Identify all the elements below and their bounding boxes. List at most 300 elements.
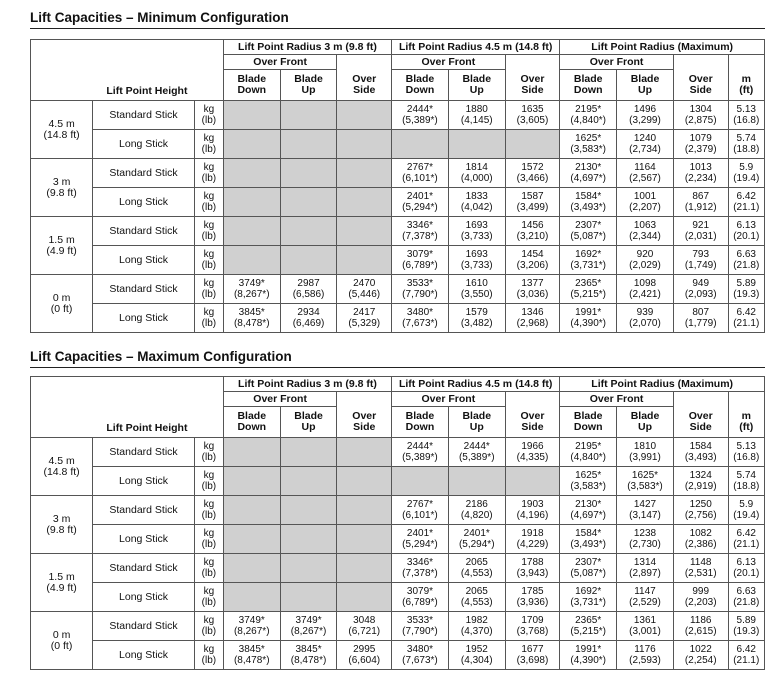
value-line-2: (3,605) [516, 115, 549, 126]
capacity-table [30, 39, 765, 333]
value-line-2: (lb) [201, 231, 217, 242]
blade-up-value [617, 438, 674, 467]
value-line-1: 1082 [689, 528, 712, 539]
value-line-1: 2365* [575, 615, 602, 626]
blade-up-value [448, 525, 505, 554]
blade-up-value [617, 275, 674, 304]
empty-shaded-cell [337, 101, 392, 130]
over-side-header-spacer [505, 392, 560, 407]
value-line-1: 1427 [633, 499, 657, 510]
unit-cell [194, 130, 223, 159]
over-side-value [505, 101, 560, 130]
lift-point-height-cell [31, 554, 93, 612]
blade-up-header [617, 407, 674, 438]
over-side-value [673, 101, 728, 130]
value-line-1: 1496 [633, 104, 657, 115]
header-blank [31, 377, 224, 438]
stick-config-cell: Long Stick [93, 525, 195, 554]
value-line-1: kg [203, 441, 215, 452]
blade-up-value [448, 304, 505, 333]
table-row [31, 159, 765, 188]
unit-cell [194, 101, 223, 130]
value-line-1: 2995 [353, 644, 376, 655]
value-line-2: (lb) [201, 144, 217, 155]
value-line-1: 2444* [406, 104, 434, 115]
stick-config-cell: Long Stick [93, 304, 195, 333]
value-line-2: (3,768) [516, 626, 549, 637]
table-row [31, 246, 765, 275]
value-line-1: 3749* [295, 615, 322, 626]
value-line-2: (2,567) [629, 173, 661, 184]
lift-point-height-header: Lift Point Height [106, 422, 188, 434]
blade-down-value [392, 438, 449, 467]
value-line-1: 1572 [521, 162, 544, 173]
value-line-1: Blade [294, 73, 323, 85]
empty-shaded-cell [280, 188, 337, 217]
blade-up-value [617, 525, 674, 554]
value-line-1: 3533* [406, 278, 434, 289]
value-line-1: Blade [462, 410, 492, 422]
blade-down-value [560, 583, 617, 612]
value-line-1: 3079* [406, 249, 434, 260]
value-line-2: (5,215*) [570, 289, 606, 300]
value-line-1: 1.5 m [48, 570, 75, 583]
lift-point-height-cell [31, 612, 93, 670]
blade-up-value [448, 188, 505, 217]
value-line-1: 1625* [575, 470, 602, 481]
blade-down-value [392, 275, 449, 304]
max-radius-value [728, 246, 764, 275]
table-row [31, 101, 765, 130]
value-line-1: 2987 [297, 278, 320, 289]
value-line-1: 1176 [634, 644, 656, 655]
empty-shaded-cell [337, 130, 392, 159]
empty-shaded-cell [280, 583, 337, 612]
value-line-2: (6,604) [348, 655, 381, 666]
value-line-2: (3,493*) [570, 539, 606, 550]
table-row [31, 275, 765, 304]
blade-up-value [617, 188, 674, 217]
value-line-1: 867 [692, 191, 710, 202]
title-rule [30, 28, 765, 29]
over-front-header: Over Front [392, 55, 506, 70]
stick-config-cell: Standard Stick [93, 217, 195, 246]
value-line-1: 1314 [633, 557, 657, 568]
unit-cell [194, 554, 223, 583]
value-line-2: (3,001) [629, 626, 661, 637]
stick-config-cell: Long Stick [93, 130, 195, 159]
blade-up-value [448, 101, 505, 130]
value-line-2: (3,493) [684, 452, 717, 463]
blade-down-value [560, 188, 617, 217]
value-line-2: (19.3) [733, 626, 760, 637]
value-line-1: 1148 [689, 557, 712, 568]
blade-up-value [617, 467, 674, 496]
value-line-1: kg [203, 249, 215, 260]
blade-down-value [560, 525, 617, 554]
value-line-2: (2,529) [629, 597, 661, 608]
value-line-2: (lb) [201, 452, 217, 463]
lift-point-height-cell [31, 438, 93, 496]
value-line-2: (7,673*) [402, 655, 438, 666]
over-side-value [673, 246, 728, 275]
value-line-2: (3,210) [516, 231, 549, 242]
value-line-2: (3,482) [460, 318, 493, 329]
value-line-1: 3533* [406, 615, 434, 626]
table-row [31, 583, 765, 612]
value-line-2: (4,697*) [570, 510, 606, 521]
blade-up-value [617, 159, 674, 188]
max-radius-value [728, 159, 764, 188]
value-line-1: 2065 [465, 586, 488, 597]
empty-shaded-cell [223, 101, 280, 130]
value-line-2: Down [405, 421, 435, 433]
value-line-1: 1098 [633, 278, 657, 289]
blade-down-value [392, 641, 449, 670]
empty-shaded-cell [337, 246, 392, 275]
value-line-2: (4,370) [460, 626, 493, 637]
over-front-header: Over Front [223, 55, 337, 70]
over-front-header: Over Front [392, 392, 506, 407]
table-row [31, 304, 765, 333]
value-line-2: (9.8 ft) [46, 523, 77, 536]
blade-down-header [392, 407, 449, 438]
over-side-value [673, 275, 728, 304]
value-line-1: 3 m [52, 512, 71, 525]
blade-up-value [448, 217, 505, 246]
value-line-2: (1,779) [684, 318, 717, 329]
value-line-1: kg [203, 307, 215, 318]
value-line-2: (2,968) [516, 318, 549, 329]
value-line-1: 5.9 [739, 162, 754, 173]
over-side-header [673, 407, 728, 438]
value-line-2: (6,101*) [402, 510, 438, 521]
value-line-2: (4,390*) [570, 318, 606, 329]
value-line-1: 1147 [634, 586, 656, 597]
empty-shaded-cell [337, 159, 392, 188]
value-line-1: Over [352, 409, 377, 422]
value-line-2: (3,733) [460, 260, 493, 271]
blade-down-value [560, 101, 617, 130]
over-side-value [337, 275, 392, 304]
value-line-2: (7,378*) [402, 568, 438, 579]
value-line-2: Side [521, 83, 544, 96]
blade-down-value [223, 641, 280, 670]
blade-up-value [448, 246, 505, 275]
value-line-2: (4,390*) [570, 655, 606, 666]
over-side-value [505, 304, 560, 333]
empty-shaded-cell [280, 159, 337, 188]
value-line-2: Up [637, 84, 652, 96]
value-line-1: kg [203, 644, 215, 655]
lift-point-height-header: Lift Point Height [106, 85, 188, 97]
value-line-1: 1880 [465, 104, 488, 115]
value-line-2: (2,207) [629, 202, 661, 213]
value-line-1: 5.9 [739, 499, 754, 510]
value-line-1: 2444* [406, 441, 434, 452]
value-line-2: Side [521, 420, 544, 433]
unit-cell [194, 583, 223, 612]
empty-shaded-cell [505, 467, 560, 496]
empty-shaded-cell [280, 217, 337, 246]
value-line-2: (5,087*) [570, 568, 606, 579]
over-front-header: Over Front [560, 392, 674, 407]
value-line-2: Up [469, 421, 484, 433]
lift-point-height-cell [31, 217, 93, 275]
value-line-1: 1991* [575, 644, 602, 655]
value-line-2: (6,586) [292, 289, 325, 300]
value-line-2: (2,875) [684, 115, 717, 126]
value-line-1: 920 [636, 249, 654, 260]
value-line-2: (2,756) [684, 510, 717, 521]
value-line-1: 1250 [689, 499, 712, 510]
blade-down-value [560, 246, 617, 275]
value-line-2: (4,042) [460, 202, 493, 213]
value-line-2: (2,531) [684, 568, 717, 579]
value-line-1: 1584* [575, 528, 602, 539]
value-line-1: 1692* [575, 586, 602, 597]
value-line-2: (2,919) [684, 481, 717, 492]
value-line-1: 1377 [521, 278, 544, 289]
value-line-2: (3,550) [460, 289, 493, 300]
header-blank [31, 40, 224, 101]
over-side-header [337, 70, 392, 101]
value-line-2: (3,731*) [570, 260, 606, 271]
over-side-value [505, 525, 560, 554]
blade-down-value [560, 438, 617, 467]
value-line-1: 6.63 [736, 586, 756, 597]
value-line-2: (2,203) [684, 597, 717, 608]
over-side-value [673, 188, 728, 217]
over-side-header-spacer [505, 55, 560, 70]
value-line-1: 2307* [575, 557, 602, 568]
stick-config-cell: Long Stick [93, 583, 195, 612]
value-line-2: (6,721) [348, 626, 381, 637]
empty-shaded-cell [223, 525, 280, 554]
value-line-1: 0 m [52, 628, 71, 641]
blade-up-value [617, 496, 674, 525]
value-line-2: (2,093) [684, 289, 717, 300]
value-line-2: (20.1) [733, 568, 760, 579]
value-line-2: (4,145) [460, 115, 493, 126]
value-line-2: (7,673*) [402, 318, 438, 329]
value-line-1: 2186 [465, 499, 488, 510]
value-line-1: 1063 [633, 220, 657, 231]
value-line-2: (4,196) [516, 510, 549, 521]
value-line-1: kg [203, 278, 215, 289]
value-line-1: 1610 [465, 278, 488, 289]
value-line-1: 1584* [575, 191, 602, 202]
unit-cell [194, 188, 223, 217]
value-line-1: 1013 [689, 162, 712, 173]
value-line-1: 2470 [353, 278, 376, 289]
value-line-1: 1991* [575, 307, 602, 318]
empty-shaded-cell [337, 217, 392, 246]
over-side-header [673, 70, 728, 101]
value-line-1: 4.5 m [48, 454, 75, 467]
value-line-2: (6,789*) [402, 260, 438, 271]
value-line-1: 5.13 [736, 104, 756, 115]
blade-down-value [392, 554, 449, 583]
blade-down-value [560, 496, 617, 525]
value-line-1: 2065 [465, 557, 488, 568]
value-line-2: (8,267*) [233, 626, 270, 637]
over-side-header-spacer [673, 392, 728, 407]
value-line-2: (lb) [201, 481, 217, 492]
empty-shaded-cell [337, 525, 392, 554]
value-line-2: (ft) [739, 420, 754, 433]
title-rule [30, 367, 765, 368]
radius-3m-header: Lift Point Radius 3 m (9.8 ft) [223, 40, 391, 55]
max-radius-value [728, 467, 764, 496]
blade-up-value [617, 304, 674, 333]
value-line-2: (3,466) [516, 173, 549, 184]
empty-shaded-cell [280, 554, 337, 583]
value-line-2: (5,389*) [402, 452, 438, 463]
empty-shaded-cell [223, 583, 280, 612]
value-line-2: (5,294*) [402, 539, 438, 550]
stick-config-cell: Standard Stick [93, 275, 195, 304]
over-side-value [673, 525, 728, 554]
value-line-1: 2417 [353, 307, 376, 318]
blade-up-value [280, 304, 337, 333]
value-line-2: (lb) [201, 289, 217, 300]
value-line-1: 3346* [406, 557, 434, 568]
value-line-2: (2,029) [629, 260, 661, 271]
empty-shaded-cell [337, 554, 392, 583]
value-line-1: 807 [692, 307, 710, 318]
value-line-1: 3 m [52, 175, 71, 188]
unit-cell [194, 438, 223, 467]
value-line-1: Blade [237, 73, 267, 85]
blade-down-value [392, 159, 449, 188]
blade-down-header [223, 70, 280, 101]
empty-shaded-cell [337, 583, 392, 612]
value-line-1: kg [203, 615, 215, 626]
value-line-1: 2195* [575, 104, 602, 115]
value-line-1: Blade [630, 73, 660, 85]
value-line-1: 1454 [521, 249, 544, 260]
blade-up-value [448, 496, 505, 525]
value-line-2: (5,294*) [402, 202, 438, 213]
value-line-2: (2,615) [684, 626, 717, 637]
over-side-value [505, 612, 560, 641]
value-line-2: (4,553) [460, 568, 493, 579]
value-line-2: Side [353, 83, 376, 96]
over-side-header [505, 70, 560, 101]
value-line-1: 2767* [406, 499, 434, 510]
value-line-1: 1579 [465, 307, 488, 318]
over-side-header-spacer [673, 55, 728, 70]
value-line-2: (lb) [201, 260, 217, 271]
value-line-1: 1785 [521, 586, 544, 597]
value-line-1: 2401* [463, 528, 490, 539]
value-line-2: (19.4) [733, 510, 760, 521]
value-line-1: 0 m [52, 291, 71, 304]
over-side-header [337, 407, 392, 438]
value-line-2: (16.8) [733, 452, 760, 463]
radius-3m-header: Lift Point Radius 3 m (9.8 ft) [223, 377, 391, 392]
value-line-2: (lb) [201, 655, 217, 666]
blade-up-value [280, 612, 337, 641]
value-line-2: (7,790*) [402, 289, 438, 300]
value-line-1: 1692* [575, 249, 602, 260]
value-line-2: (lb) [201, 318, 217, 329]
value-line-1: 1022 [689, 644, 712, 655]
blade-up-header [448, 407, 505, 438]
value-line-1: 1814 [465, 162, 488, 173]
over-side-value [673, 438, 728, 467]
value-line-2: (2,254) [684, 655, 717, 666]
blade-down-value [560, 304, 617, 333]
unit-cell [194, 159, 223, 188]
empty-shaded-cell [392, 130, 449, 159]
value-line-2: (4,304) [460, 655, 493, 666]
over-side-value [337, 641, 392, 670]
blade-down-value [392, 525, 449, 554]
value-line-1: Over [352, 72, 377, 85]
value-line-1: Blade [573, 73, 603, 85]
blade-down-value [392, 612, 449, 641]
stick-config-cell: Standard Stick [93, 496, 195, 525]
value-line-2: (4,820) [460, 510, 493, 521]
value-line-1: 949 [692, 278, 710, 289]
blade-up-value [617, 583, 674, 612]
value-line-1: 5.89 [736, 615, 756, 626]
blade-down-value [560, 641, 617, 670]
unit-cell [194, 612, 223, 641]
empty-shaded-cell [280, 246, 337, 275]
value-line-2: (3,036) [516, 289, 549, 300]
table-title-maximum: Lift Capacities – Maximum Configuration [30, 349, 292, 364]
unit-cell [194, 275, 223, 304]
over-side-header [505, 407, 560, 438]
value-line-2: (21.8) [733, 597, 760, 608]
value-line-2: (7,790*) [402, 626, 438, 637]
value-line-2: (3,206) [516, 260, 549, 271]
value-line-1: 3845* [238, 307, 265, 318]
value-line-1: 3346* [406, 220, 434, 231]
value-line-2: (2,386) [684, 539, 717, 550]
value-line-1: 2130* [575, 162, 602, 173]
blade-up-value [448, 275, 505, 304]
unit-cell [194, 246, 223, 275]
stick-config-cell: Standard Stick [93, 159, 195, 188]
blade-up-value [617, 554, 674, 583]
value-line-1: 6.63 [736, 249, 756, 260]
value-line-2: Down [405, 84, 435, 96]
value-line-1: kg [203, 220, 215, 231]
value-line-1: 1788 [521, 557, 544, 568]
max-radius-value [728, 612, 764, 641]
value-line-2: Side [353, 420, 376, 433]
value-line-2: (3,943) [516, 568, 549, 579]
blade-down-value [392, 246, 449, 275]
value-line-2: (8,267*) [290, 626, 327, 637]
value-line-1: 1001 [633, 191, 657, 202]
value-line-1: 6.42 [736, 528, 756, 539]
value-line-1: Blade [294, 410, 323, 422]
value-line-2: (4,840*) [570, 452, 606, 463]
blade-down-value [392, 101, 449, 130]
value-line-2: (2,379) [684, 144, 717, 155]
value-line-2: (18.8) [733, 481, 760, 492]
value-line-1: 921 [692, 220, 710, 231]
value-line-1: kg [203, 586, 215, 597]
empty-shaded-cell [280, 130, 337, 159]
blade-up-value [617, 217, 674, 246]
blade-down-header [223, 407, 280, 438]
